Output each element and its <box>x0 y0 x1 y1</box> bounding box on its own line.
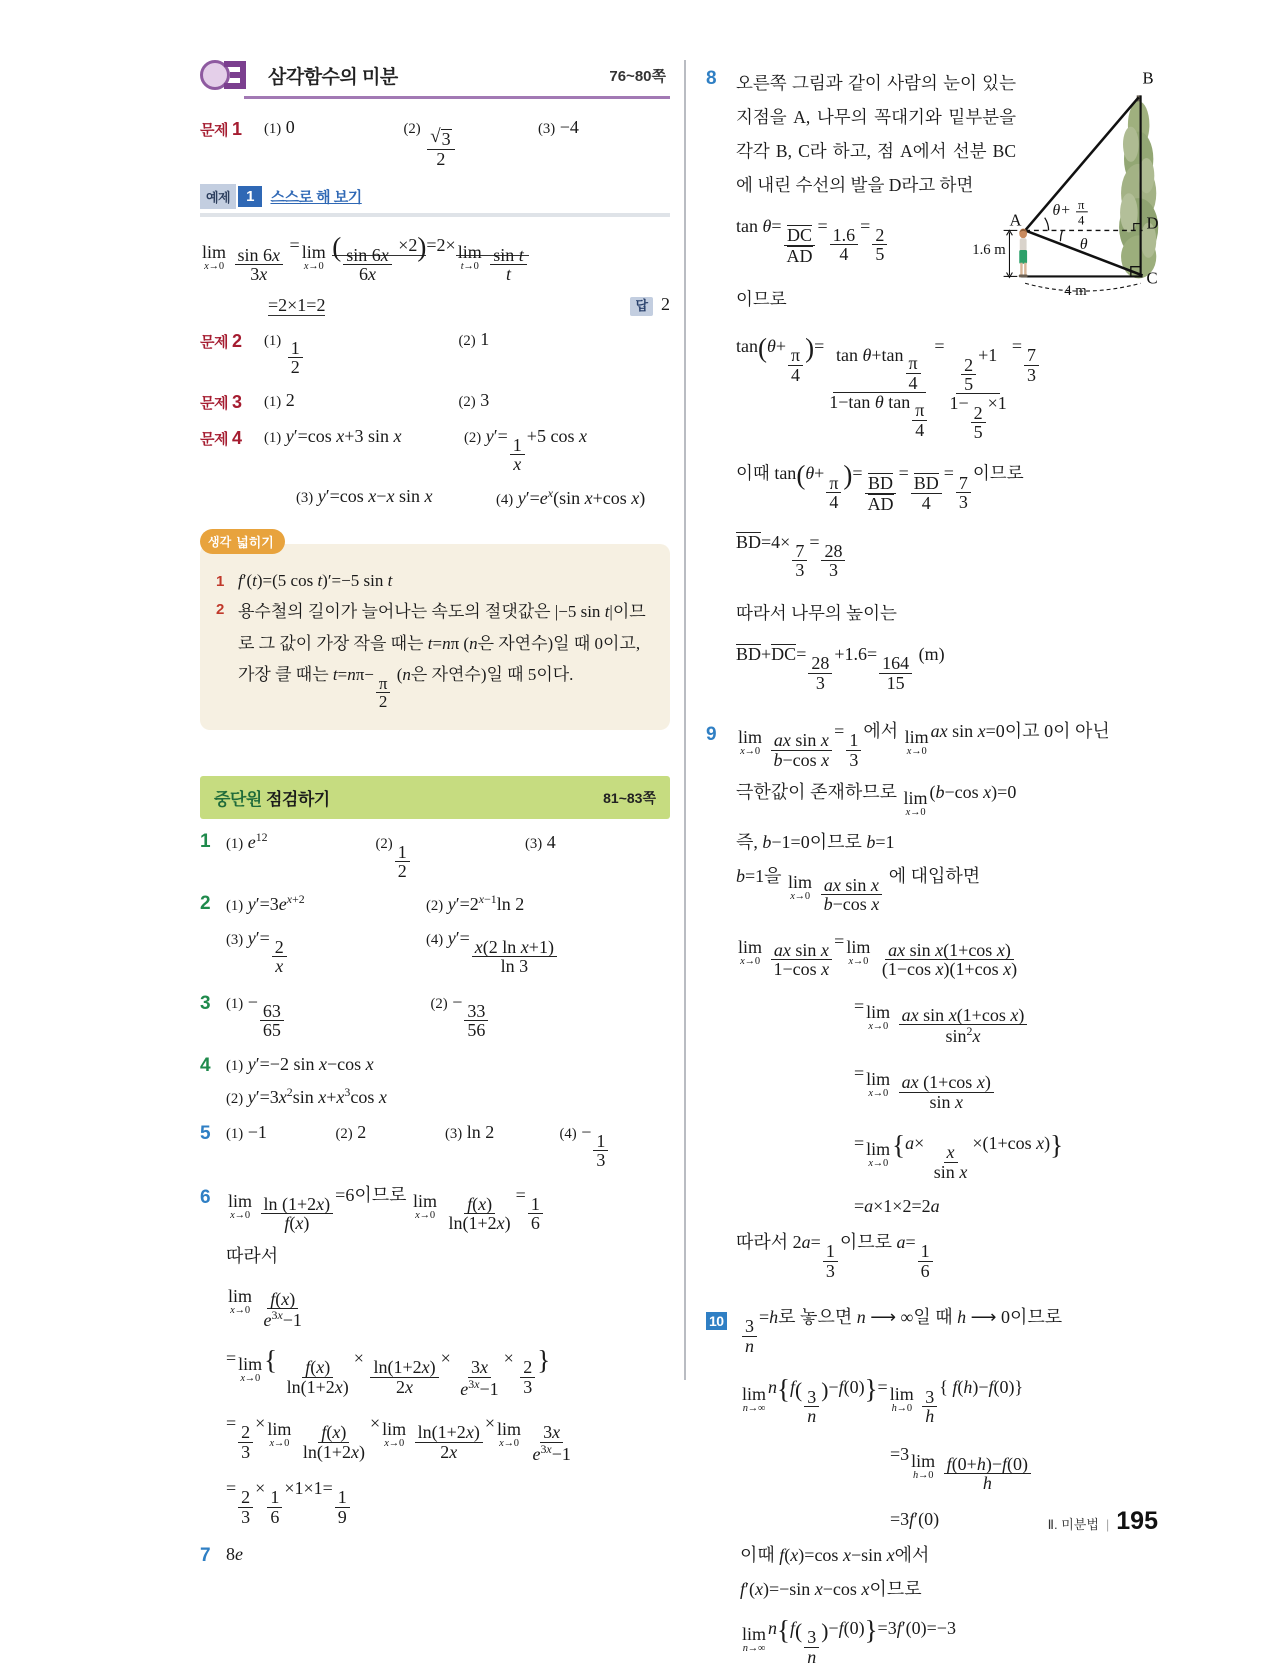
problem-row-3 <box>200 390 670 413</box>
example-line-2-row <box>268 295 670 315</box>
answer-number-2: 2 <box>200 892 211 914</box>
svg-text:θ+: θ+ <box>1052 201 1071 219</box>
problem8-eq1: tan θ= $\frac{DC}{AD}$ = $\frac{1.6}{4}$ = $\frac{2}{5}$ <box>736 217 1176 266</box>
problem8-intro: 오른쪽 그림과 같이 사람의 눈이 있는 지점을 A, 나무의 꼭대기와 밑부분을 각각 B, C라 하고, 점 A에서 선분 BC에 내린 수선의 발을 D라고 하면 <box>736 73 1016 196</box>
problem8-row <box>706 66 1176 692</box>
left-column <box>200 58 670 1567</box>
answer-number-4: 4 <box>200 1054 211 1076</box>
answer-badge: 답 <box>630 297 653 315</box>
answer-m4-2: (2) $y'=3x^2\sin$ $x+x^3\cos$ x <box>226 1084 387 1107</box>
think-box <box>200 544 670 731</box>
section-number-three-icon <box>224 61 246 89</box>
answer-m2-2: (2) $y'=2^{x-1}\ln$ 2 <box>426 891 525 914</box>
problem-label-4: 문제 4 <box>200 427 242 448</box>
page-footer <box>1048 1507 1158 1536</box>
problem9-line-6: = lim x→0 $\frac{\text{ax sin x(1+cos x)}}{\sin^2x}$ <box>736 997 1176 1046</box>
problem8-result-text: 따라서 나무의 높이는 <box>736 602 897 623</box>
answer-body-5 <box>226 1122 670 1170</box>
answer-row-5 <box>200 1122 670 1170</box>
example-header <box>200 184 670 209</box>
solution6-line-1: lim x→0 $\frac{\ln (1+2x)}{f(x)}$ =6이므로 lim x→0 $\frac{f(x)}{\ln(1+2x)}$ = $\frac{1}{6}$ <box>226 1186 670 1233</box>
answer-m5-2: (2) 2 <box>335 1121 367 1142</box>
answer-3-1: (1) 2 <box>264 389 295 410</box>
svg-text:π: π <box>1077 197 1085 212</box>
think-item-2 <box>216 596 652 710</box>
answer-number-1: 1 <box>200 831 211 853</box>
answer-m2-3: (3) y′= $\frac{2}{x}$ <box>226 928 426 976</box>
column-divider <box>684 60 686 1380</box>
problem9-body <box>736 722 1176 1280</box>
problem9-line-7: = lim x→0 $\frac{\text{ax (1+cos x)}}{\text{sin x}}$ <box>736 1064 1176 1111</box>
midsection-header <box>200 776 670 819</box>
footer-chapter: Ⅱ. 미분법 <box>1047 1517 1099 1532</box>
answer-4-3: (3) y′=cos x−x sin x <box>296 485 433 506</box>
answer-m5-1: (1) −1 <box>226 1121 267 1142</box>
example-rule <box>200 213 670 217</box>
problem9-line-2: 극한값이 존재하므로 lim x→0 (b−cos x)=0 <box>736 782 1017 819</box>
problem9-line-10: 따라서 2a= $\frac{1}{3}$ 이므로 a= $\frac{1}{6}$ <box>736 1233 1176 1280</box>
answer-2-2: (2) 1 <box>458 328 490 349</box>
think-item-text-2: 용수철의 길이가 늘어나는 속도의 절댓값은 |−5 sin t|이므로 그 값이 가장 작을 때는 t=nπ (n은 자연수)일 때 0이고, 가장 클 때는 t=nπ− $\frac{\pi}{2}$ (n은 자연수)일 때 5이다. <box>238 602 646 712</box>
section-title: 삼각함수의 미분 <box>268 67 398 88</box>
problem9-line-3: 즉, b−1=0이므로 b=1 <box>736 831 895 852</box>
answer-number-3: 3 <box>200 992 211 1014</box>
answer-3-2: (2) 3 <box>458 389 490 410</box>
figure-label-base: 4 m <box>1064 283 1087 296</box>
think-item-text-1: f′(t)=(5 cos t)′=−5 sin t <box>238 570 393 590</box>
problem9-line-1: lim x→0 $\frac{\text{ax sin x}}{\text{b−cos x}}$ = $\frac{1}{3}$ 에서 lim x→0 ax sin x=0이고 0이 아닌 <box>738 720 1110 770</box>
solution6-line-3: lim x→0 $\frac{f(x)}{e^{3x}-1}$ <box>228 1285 302 1331</box>
answer-number-5: 5 <box>200 1122 211 1144</box>
example-tag: 예제 <box>200 184 236 209</box>
think-section <box>200 529 670 731</box>
think-tab-label-1: 생각 <box>208 534 232 549</box>
problem9-line-4: b=1을 lim x→0 $\frac{\text{ax sin x}}{\text{b−cos x}}$ 에 대입하면 <box>736 865 981 915</box>
section-header <box>200 58 670 104</box>
problem10-line-3: =3 lim h→0 $\frac{f(0+h)-f(0)}{h}$ <box>740 1445 1176 1492</box>
answer-m4-1: (1) y′=−2 sin x−cos x <box>226 1053 374 1074</box>
problem10-row <box>706 1308 1176 1666</box>
problem8-eq4: BD=4× $\frac{7}{3}$ = $\frac{28}{3}$ <box>736 532 1176 580</box>
answer-row-2 <box>200 892 670 976</box>
midsection-title: 중단원 점검하기 <box>214 790 330 810</box>
problem-body-1 <box>264 117 670 168</box>
solution6-line-2: 따라서 <box>226 1245 279 1266</box>
answer-row-1 <box>200 830 670 880</box>
answer-row-7 <box>200 1544 670 1567</box>
answer-number-6: 6 <box>200 1186 211 1208</box>
problem8-imeuro: 이므로 <box>736 288 787 309</box>
answer-4-1: (1) y′=cos x+3 sin x <box>264 425 402 446</box>
answer-2-1: (1) $\frac{1}{2}$ <box>264 329 454 377</box>
problem9-row <box>706 722 1176 1280</box>
problem8-eq2: tan(θ+ $\frac{\pi}{4}$ )= tan θ+tan $\frac{\pi}{4}$ 1−tan θ tan $\frac{\pi}{4}$ = $\frac{2}{5}$ +1 1− $\frac{2}{5}$ ×1 = $\frac{7}{3}$ <box>736 334 1176 442</box>
figure-label-A: A <box>1009 210 1022 230</box>
problem9-line-5: lim x→0 $\frac{\text{ax sin x}}{\text{1−cos x}}$ = lim x→0 $\frac{\text{ax sin x(1+cos x)}}{\text{(1−cos x)(1+cos x)}}$ <box>738 930 1018 980</box>
answer-m3-2: (2) − $\frac{33}{56}$ <box>431 992 491 1012</box>
answer-body-3 <box>226 992 670 1040</box>
solution6-line-4: = lim x→0 { $\frac{f(x)}{\ln(1+2x)}$ × $\frac{\ln(1+2x)}{2x}$ × $\frac{3x}{e^{3x}-1}$ × $\frac{2}{3}$ } <box>226 1344 551 1399</box>
midsection-pages: 81~83쪽 <box>603 789 656 806</box>
problem10-line-1: $\frac{3}{n}$ =h로 놓으면 n ⟶ ∞일 때 h ⟶ 0이므로 <box>740 1308 1176 1355</box>
answer-row-3 <box>200 992 670 1040</box>
answer-m2-4: (4) y′= $\frac{\text{x(2 ln x+1)}}{\ln 3}$ <box>426 928 559 976</box>
answer-number-7: 7 <box>200 1545 211 1567</box>
problem-row-4 <box>200 426 670 509</box>
answer-1-1: (1) 0 <box>264 117 295 137</box>
example-solution <box>200 233 670 316</box>
figure-label-C: C <box>1146 268 1158 288</box>
section-pages: 76~80쪽 <box>609 68 666 85</box>
solution6-line-6: = $\frac{2}{3}$ × $\frac{1}{6}$ ×1×1= $\frac{1}{9}$ <box>226 1479 670 1526</box>
problem9-number: 9 <box>706 723 717 745</box>
problem-body-4 <box>264 426 670 509</box>
problem8-eq5: BD+DC= $\frac{28}{3}$ +1.6= $\frac{164}{15}$ (m) <box>736 643 945 693</box>
example-link[interactable]: 스스로 해 보기 <box>270 189 362 207</box>
problem-body-3 <box>264 390 670 411</box>
think-item-number-2: 2 <box>216 601 225 619</box>
footer-page-number: 195 <box>1116 1507 1158 1535</box>
right-column <box>706 58 1176 1666</box>
figure-label-theta: θ <box>1079 236 1088 254</box>
answer-1-3: (3) −4 <box>538 117 579 137</box>
answer-4-4: (4) $y'=e^x(\sin$ x+cos x) <box>496 485 646 508</box>
problem8-eq3: 이때 tan(θ+ $\frac{\pi}{4}$ )= $\frac{BD}{AD}$ = $\frac{BD}{4}$ = $\frac{7}{3}$ 이므로 <box>736 460 1024 514</box>
problem10-number: 10 <box>706 1308 740 1332</box>
footer-separator: | <box>1105 1517 1110 1532</box>
problem10-line-4: =3f′(0) <box>890 1509 940 1530</box>
answer-4-2: (2) y′= $\frac{1}{x}$ +5 cos x <box>464 425 587 475</box>
problem-label-1: 문제 1 <box>200 119 242 139</box>
answer-body-2 <box>226 892 670 976</box>
figure-label-height: 1.6 m <box>972 241 1006 258</box>
answer-m1-3: (3) 4 <box>525 832 556 853</box>
answer-1-2: (2) √ 3 2 <box>404 117 534 168</box>
answer-m1-2: (2) $\frac{1}{2}$ <box>376 832 521 880</box>
problem10-body <box>740 1308 1176 1666</box>
think-item-1 <box>216 568 652 594</box>
answer-body-4 <box>226 1054 670 1108</box>
problem9-line-8: = lim x→0 {a× $\frac{x}{\text{sin x}}$ ×(1+cos x)} <box>854 1129 1064 1182</box>
problem10-line-7: lim n→∞ n{f( $\frac{3}{n}$ )−f(0)}=3f′(0)=−3 <box>742 1614 956 1667</box>
problem-row-2 <box>200 329 670 377</box>
solution6-line-5: = $\frac{2}{3}$ × lim x→0 $\frac{f(x)}{\ln(1+2x)}$ × lim x→0 $\frac{\ln(1+2x)}{2x}$ × lim x→0 $\frac{3x}{e^{3x}-1}$ <box>226 1412 571 1464</box>
problem10-line-5: 이때 f(x)=cos x−sin x에서 <box>740 1545 930 1566</box>
answer-body-1 <box>226 830 670 880</box>
problem10-line-2: lim n→∞ n{f( $\frac{3}{n}$ )−f(0)}= lim h→0 $\frac{3}{h}$ { f(h)−f(0)} <box>742 1374 1024 1426</box>
example-line-1: lim x→0 $\frac{\sin 6x}{3x}$ = lim x→0 ( $\frac{\sin 6x}{6x}$ ×2)=2× lim t→0 $\frac{\text{sin t}}{t}$ <box>200 233 670 283</box>
problem10-line-6: f′(x)=−sin x−cos x이므로 <box>740 1578 922 1599</box>
answer-m1-1: (1) $e^{12}$ <box>226 830 268 853</box>
example-line-2: =2×1=2 <box>268 294 326 315</box>
figure-label-B: B <box>1142 68 1154 88</box>
answer-row-4 <box>200 1054 670 1108</box>
answer-row-6 <box>200 1186 670 1526</box>
svg-text:4: 4 <box>1077 213 1085 228</box>
problem8-number: 8 <box>706 68 717 89</box>
answer-value: 2 <box>661 294 670 315</box>
problem-label-3: 문제 3 <box>200 391 242 412</box>
think-item-number-1: 1 <box>216 572 225 590</box>
think-tab <box>200 529 285 554</box>
problem-label-2: 문제 2 <box>200 330 242 351</box>
answer-m3-1: (1) − $\frac{63}{65}$ <box>226 992 426 1040</box>
problem-body-2 <box>264 329 670 377</box>
example-number: 1 <box>238 186 262 207</box>
answer-m5-4: (4) − $\frac{1}{3}$ <box>560 1122 611 1142</box>
tree-diagram-figure <box>972 66 1182 296</box>
answer-body-6 <box>226 1186 670 1526</box>
answer-m2-1: (1) $y'=3e^{x+2}$ <box>226 891 305 914</box>
section-rule <box>244 96 670 99</box>
problem9-line-9: =a×1×2=2a <box>854 1196 940 1217</box>
figure-label-theta-pi4 <box>1053 198 1088 228</box>
answer-body-7: 8e <box>226 1544 243 1565</box>
answer-m5-3: (3) ln 2 <box>445 1121 495 1142</box>
figure-label-D: D <box>1146 213 1159 233</box>
problem-row-1 <box>200 117 670 168</box>
think-tab-label-2: 넓히기 <box>236 534 274 550</box>
